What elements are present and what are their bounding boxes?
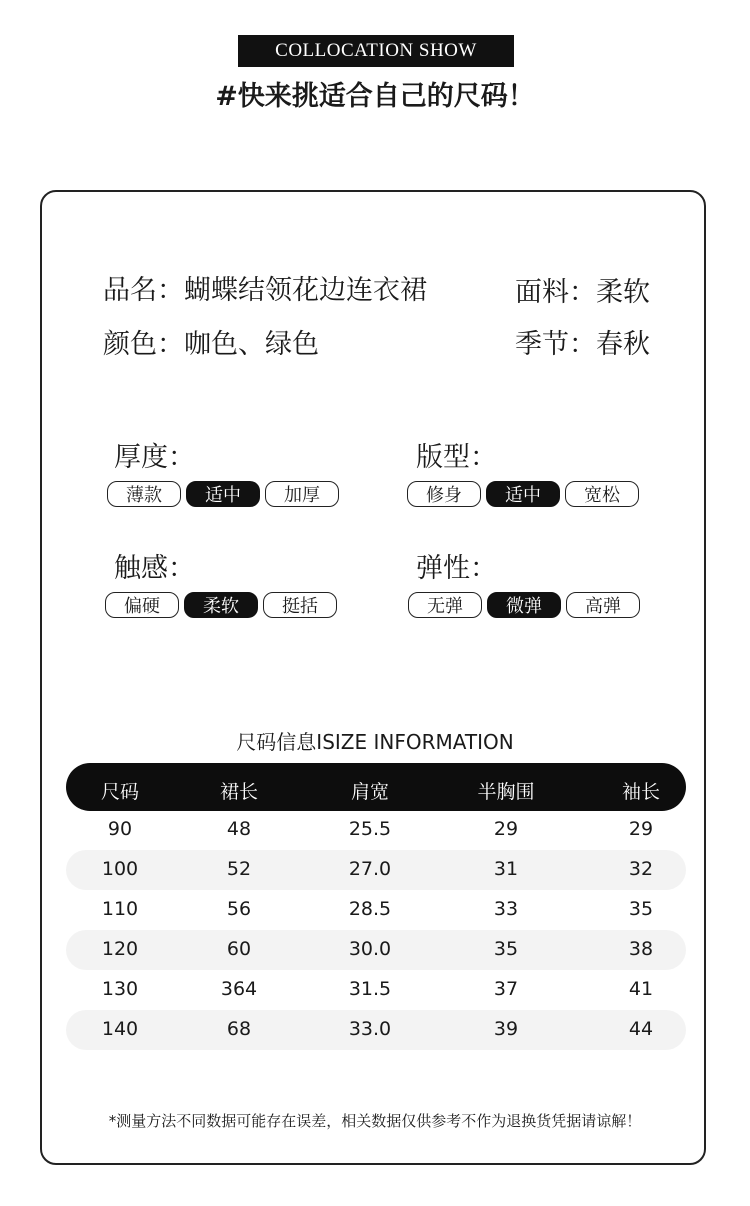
cell-skirt-length: 56 bbox=[226, 898, 252, 920]
header-size: 尺码 bbox=[100, 781, 140, 803]
collocation-banner: COLLOCATION SHOW bbox=[238, 35, 514, 67]
cell-shoulder-width: 31.5 bbox=[348, 978, 392, 1000]
cell-skirt-length: 52 bbox=[226, 858, 252, 880]
cell-shoulder-width: 30.0 bbox=[348, 938, 392, 960]
elasticity-option-none[interactable]: 无弹 bbox=[408, 592, 482, 618]
size-table-header bbox=[66, 763, 686, 811]
touch-option-crisp[interactable]: 挺括 bbox=[263, 592, 337, 618]
product-color: 颜色：咖色、绿色 bbox=[103, 329, 319, 360]
attr-thickness-label: 厚度： bbox=[114, 442, 195, 473]
attr-fit-options bbox=[407, 481, 639, 507]
size-table-title: 尺码信息ISIZE INFORMATION bbox=[236, 730, 514, 754]
cell-sleeve-length: 29 bbox=[628, 818, 654, 840]
cell-half-bust: 37 bbox=[493, 978, 519, 1000]
attr-fit-label: 版型： bbox=[416, 442, 497, 473]
cell-size: 120 bbox=[101, 938, 139, 960]
cell-size: 140 bbox=[101, 1018, 139, 1040]
touch-option-soft[interactable]: 柔软 bbox=[184, 592, 258, 618]
table-row bbox=[66, 930, 686, 970]
fit-option-slim[interactable]: 修身 bbox=[407, 481, 481, 507]
cell-shoulder-width: 27.0 bbox=[348, 858, 392, 880]
cell-half-bust: 39 bbox=[493, 1018, 519, 1040]
fit-option-loose[interactable]: 宽松 bbox=[565, 481, 639, 507]
touch-option-hard[interactable]: 偏硬 bbox=[105, 592, 179, 618]
header-sleeve-length: 袖长 bbox=[621, 781, 661, 803]
table-row bbox=[66, 850, 686, 890]
measurement-disclaimer: *测量方法不同数据可能存在误差，相关数据仅供参考不作为退换货凭据请谅解！ bbox=[108, 1112, 642, 1130]
table-row bbox=[66, 1010, 686, 1050]
cell-skirt-length: 60 bbox=[226, 938, 252, 960]
attr-touch-options bbox=[105, 592, 337, 618]
header-skirt-length: 裙长 bbox=[219, 781, 259, 803]
cell-sleeve-length: 38 bbox=[628, 938, 654, 960]
elasticity-option-slight[interactable]: 微弹 bbox=[487, 592, 561, 618]
attr-touch-label: 触感： bbox=[114, 553, 195, 584]
cell-shoulder-width: 33.0 bbox=[348, 1018, 392, 1040]
cell-sleeve-length: 32 bbox=[628, 858, 654, 880]
cell-skirt-length: 364 bbox=[220, 978, 258, 1000]
cell-shoulder-width: 25.5 bbox=[348, 818, 392, 840]
cell-half-bust: 31 bbox=[493, 858, 519, 880]
attr-elasticity-options bbox=[408, 592, 640, 618]
product-season: 季节：春秋 bbox=[515, 329, 650, 360]
attr-thickness-options bbox=[107, 481, 339, 507]
header-shoulder-width: 肩宽 bbox=[350, 781, 390, 803]
cell-size: 110 bbox=[101, 898, 139, 920]
table-row bbox=[66, 970, 686, 1010]
cell-sleeve-length: 35 bbox=[628, 898, 654, 920]
attr-elasticity-label: 弹性： bbox=[416, 553, 497, 584]
product-name: 品名：蝴蝶结领花边连衣裙 bbox=[103, 275, 427, 306]
fit-option-regular[interactable]: 适中 bbox=[486, 481, 560, 507]
cell-half-bust: 29 bbox=[493, 818, 519, 840]
thickness-option-thin[interactable]: 薄款 bbox=[107, 481, 181, 507]
cell-skirt-length: 68 bbox=[226, 1018, 252, 1040]
cell-skirt-length: 48 bbox=[226, 818, 252, 840]
table-row bbox=[66, 810, 686, 850]
cell-size: 130 bbox=[101, 978, 139, 1000]
cell-shoulder-width: 28.5 bbox=[348, 898, 392, 920]
page-subtitle: #快来挑适合自己的尺码！ bbox=[215, 81, 535, 112]
header-half-bust: 半胸围 bbox=[477, 781, 535, 803]
cell-half-bust: 35 bbox=[493, 938, 519, 960]
table-row bbox=[66, 890, 686, 930]
cell-half-bust: 33 bbox=[493, 898, 519, 920]
cell-size: 90 bbox=[107, 818, 133, 840]
cell-size: 100 bbox=[101, 858, 139, 880]
elasticity-option-high[interactable]: 高弹 bbox=[566, 592, 640, 618]
thickness-option-medium[interactable]: 适中 bbox=[186, 481, 260, 507]
cell-sleeve-length: 41 bbox=[628, 978, 654, 1000]
thickness-option-thick[interactable]: 加厚 bbox=[265, 481, 339, 507]
cell-sleeve-length: 44 bbox=[628, 1018, 654, 1040]
product-material: 面料：柔软 bbox=[515, 277, 650, 308]
